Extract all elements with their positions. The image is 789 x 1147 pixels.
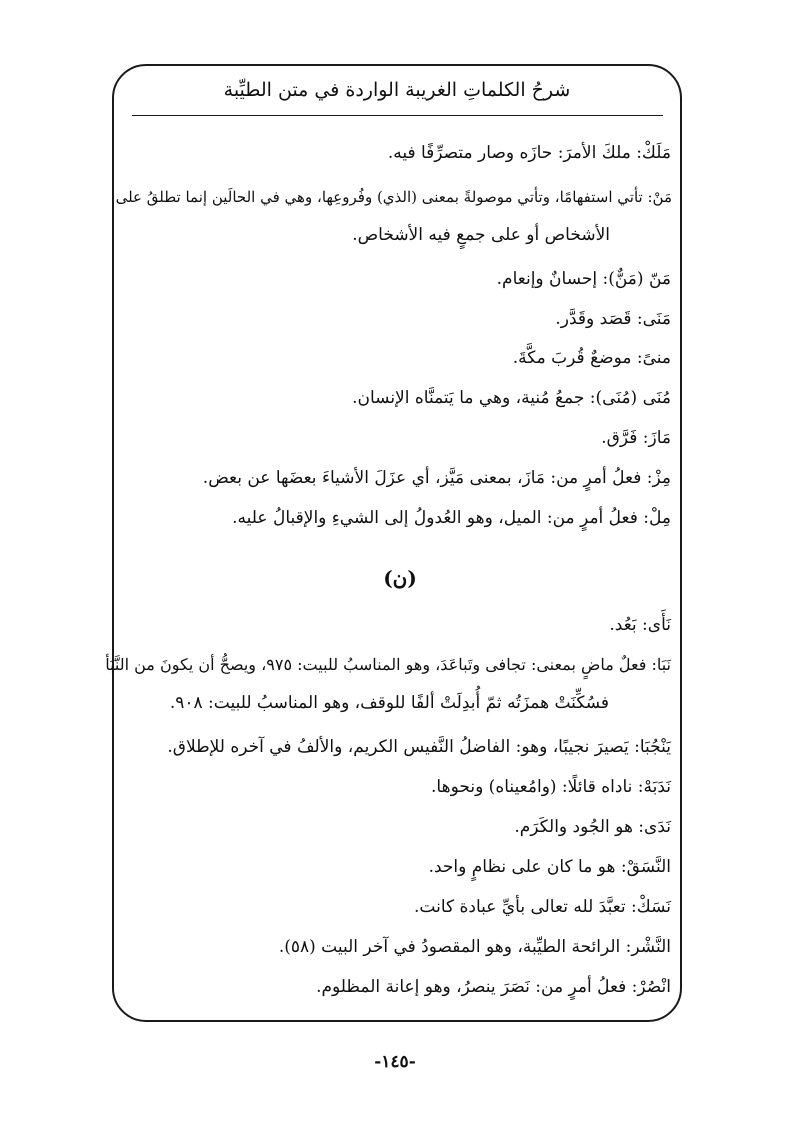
page-number: -١٤٥-: [374, 1052, 416, 1072]
entry-naba-continuation: فسُكِّنَتْ همزَتُه ثمّ أُبدِلَتْ ألفًا للوقف، وهو المناسبُ للبيت: ٩٠٨.: [169, 693, 609, 713]
entry-mana: مَنَى: قَصَد وقَدَّر.: [555, 309, 671, 329]
entry-yanjuba: يَنْجُبَا: يَصيرَ نجيبًا، وهو: الفاضلُ النَّفيس الكريم، والألفُ في آخره للإطلاق.: [167, 737, 671, 757]
entry-naa: نَأَى: بَعُد.: [609, 615, 671, 635]
entry-nasak: نَسَكْ: تعبَّدَ لله تعالى بأيِّ عبادة كانت.: [414, 897, 671, 917]
entry-maza: مَازَ: فَرَّق.: [601, 428, 671, 448]
entry-naba: نَبَا: فعلٌ ماضٍ بمعنى: تجافى وتَباعَدَ، وهو المناسبُ للبيت: ٩٧٥، ويصحُّ أن يكونَ من النَّبَأ: [105, 655, 671, 674]
entry-nashr: النَّشْر: الرائحة الطيِّبة، وهو المقصودُ في آخر البيت (٥٨).: [278, 937, 671, 957]
entry-nada: نَدَى: هو الجُود والكَرَم.: [514, 817, 671, 837]
entry-muna: مُنَى (مُنَى): جمعُ مُنية، وهي ما يَتمنَّاه الإنسان.: [352, 388, 671, 408]
section-heading-noon: (ن): [383, 566, 417, 590]
entry-mil: مِلْ: فعلُ أمرٍ من: الميل، وهو العُدولُ إلى الشيءِ والإقبالُ عليه.: [232, 508, 671, 528]
entry-mann: مَنّ (مَنٌّ): إحسانٌ وإنعام.: [496, 269, 671, 289]
entry-man-continuation: الأشخاص أو على جمعٍ فيه الأشخاص.: [352, 225, 610, 245]
entry-malak: مَلَكْ: ملكَ الأمرَ: حازَه وصار متصرِّفًا فيه.: [387, 143, 671, 163]
entry-miz: مِزْ: فعلُ أمرٍ من: مَازَ، بمعنى مَيَّز، أي عزَلَ الأشياءَ بعضَها عن بعض.: [202, 468, 671, 488]
entry-nasaq: النَّسَقْ: هو ما كان على نظامٍ واحد.: [428, 857, 671, 877]
entry-mina: منىً: موضعٌ قُربَ مكَّةَ.: [512, 348, 671, 368]
entry-man: مَنْ: تأتي استفهامًا، وتأتي موصولةً بمعنى (الذي) وفُروعِها، وهي في الحالَين إنما تطلقُ على: [115, 188, 672, 206]
header-divider: [132, 115, 663, 116]
entry-nadabah: نَدَبَهْ: ناداه قائلًا: (وامُعيناه) ونحوها.: [431, 777, 671, 797]
running-header: شرحُ الكلماتِ الغريبة الواردة في متن الطيِّبة: [223, 79, 571, 101]
entry-unsur: انْصُرْ: فعلُ أمرٍ من: نَصَرَ ينصرُ، وهو إعانة المظلوم.: [316, 977, 671, 997]
